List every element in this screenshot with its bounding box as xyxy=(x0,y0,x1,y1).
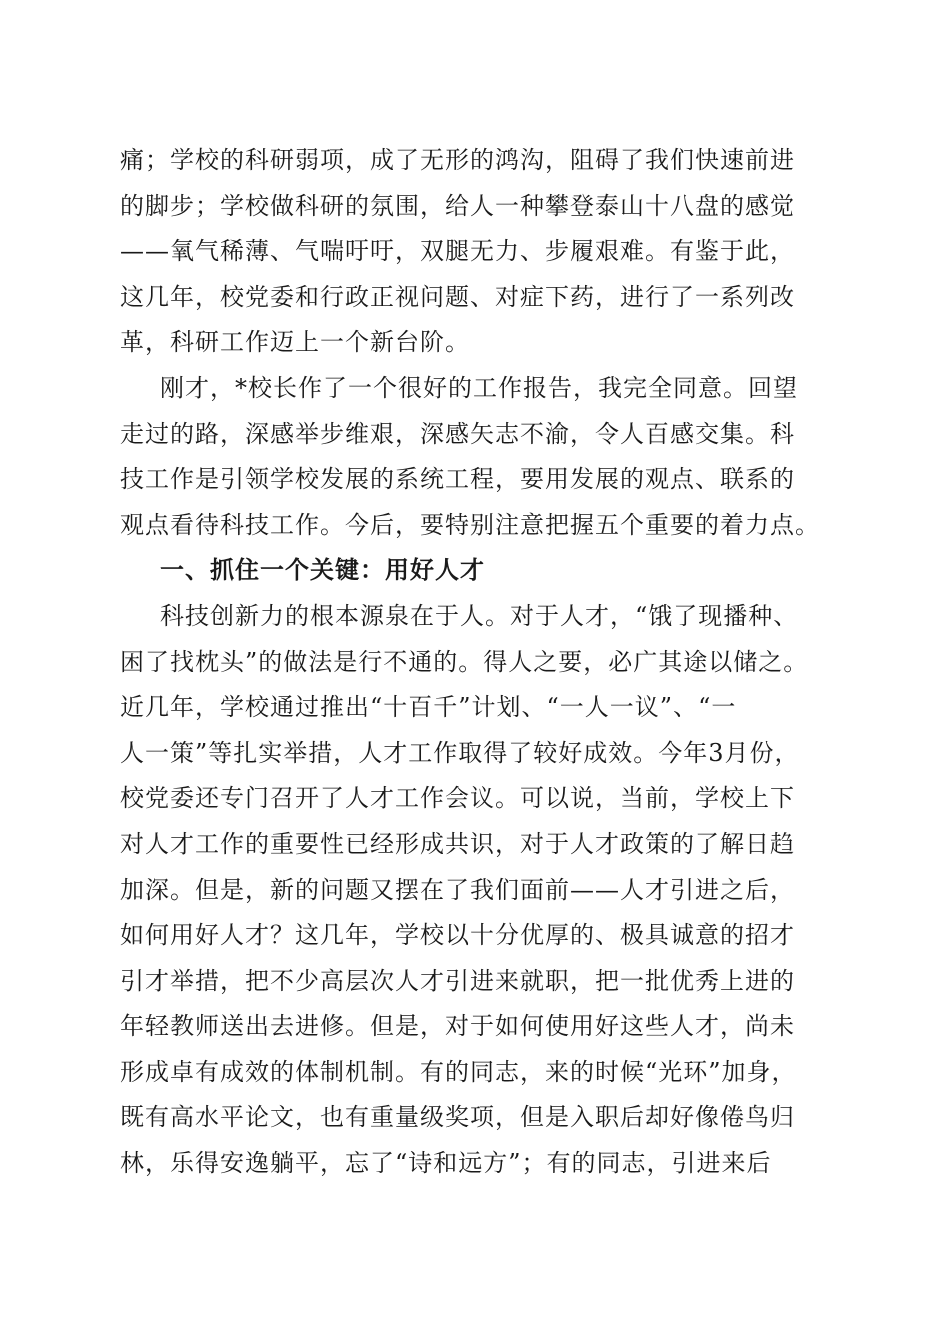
text-line: 观点看待科技工作。今后，要特别注意把握五个重要的着力点。 xyxy=(120,510,820,539)
text-line: 年轻教师送出去进修。但是，对于如何使用好这些人才，尚未 xyxy=(120,1012,795,1041)
text-line: 近几年，学校通过推出“十百千”计划、“一人一议”、“一 xyxy=(120,693,737,722)
text-line: 困了找枕头”的做法是行不通的。得人之要，必广其途以储之。 xyxy=(120,647,809,676)
text-line: 如何用好人才？这几年，学校以十分优厚的、极具诚意的招才 xyxy=(120,921,795,950)
text-line: 技工作是引领学校发展的系统工程，要用发展的观点、联系的 xyxy=(120,465,795,494)
section-heading: 一、抓住一个关键：用好人才 xyxy=(160,556,485,585)
document-body xyxy=(120,138,830,1187)
paragraph-start-line: 科技创新力的根本源泉在于人。对于人才，“饿了现播种、 xyxy=(160,601,799,630)
text-line: 引才举措，把不少高层次人才引进来就职，把一批优秀上进的 xyxy=(120,966,795,995)
text-line: 加深。但是，新的问题又摆在了我们面前——人才引进之后， xyxy=(120,875,795,904)
text-line: 既有高水平论文，也有重量级奖项，但是入职后却好像倦鸟归 xyxy=(120,1103,795,1132)
text-line: 校党委还专门召开了人才工作会议。可以说，当前，学校上下 xyxy=(120,784,795,813)
text-line: ——氧气稀薄、气喘吁吁，双腿无力、步履艰难。有鉴于此， xyxy=(120,237,795,266)
text-line: 这几年，校党委和行政正视问题、对症下药，进行了一系列改 xyxy=(120,282,795,311)
text-line: 革，科研工作迈上一个新台阶。 xyxy=(120,328,470,357)
text-line: 形成卓有成效的体制机制。有的同志，来的时候“光环”加身， xyxy=(120,1057,797,1086)
text-line: 痛；学校的科研弱项，成了无形的鸿沟，阻碍了我们快速前进 xyxy=(120,146,795,174)
text-line: 的脚步；学校做科研的氛围，给人一种攀登泰山十八盘的感觉 xyxy=(120,191,795,220)
text-line: 对人才工作的重要性已经形成共识，对于人才政策的了解日趋 xyxy=(120,829,795,858)
paragraph-start-line: 刚才，*校长作了一个很好的工作报告，我完全同意。回望 xyxy=(160,373,798,402)
text-line: 林，乐得安逸躺平，忘了“诗和远方”；有的同志，引进来后 xyxy=(120,1149,772,1178)
text-line: 人一策”等扎实举措，人才工作取得了较好成效。今年3月份， xyxy=(120,738,800,767)
text-line: 走过的路，深感举步维艰，深感矢志不渝，令人百感交集。科 xyxy=(120,419,795,448)
